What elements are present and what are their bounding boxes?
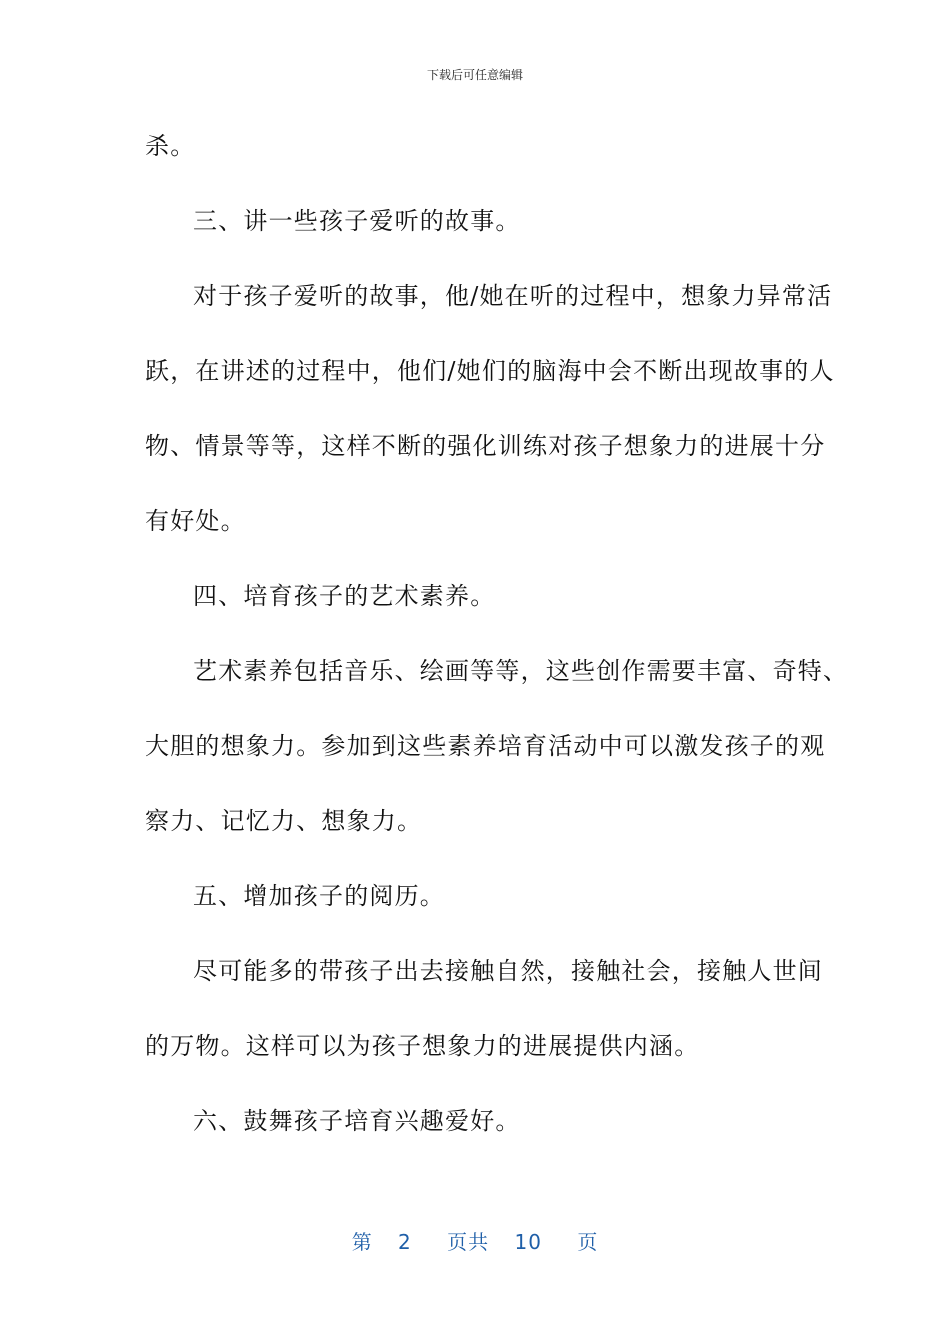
paragraph-line: 的万物。这样可以为孩子想象力的进展提供内涵。 [145, 1032, 700, 1060]
footer-prefix: 第 [351, 1230, 373, 1254]
document-body [145, 126, 849, 1176]
page-header: 下载后可任意编辑 [426, 68, 523, 82]
section-heading: 六、鼓舞孩子培育兴趣爱好。 [193, 1107, 521, 1135]
section-heading: 三、讲一些孩子爱听的故事。 [193, 207, 521, 235]
paragraph-line: 杀。 [145, 132, 196, 160]
section-heading: 五、增加孩子的阅历。 [193, 882, 445, 910]
paragraph-line: 察力、记忆力、想象力。 [145, 807, 423, 835]
footer-total-pages: 10 [514, 1230, 542, 1254]
page-footer [0, 1226, 950, 1255]
paragraph-line: 跃，在讲述的过程中，他们/她们的脑海中会不断出现故事的人 [145, 357, 835, 385]
paragraph-line: 尽可能多的带孩子出去接触自然，接触社会，接触人世间 [193, 957, 823, 985]
section-heading: 四、培育孩子的艺术素养。 [193, 582, 496, 610]
paragraph-line: 有好处。 [145, 507, 246, 535]
footer-suffix: 页 [577, 1230, 599, 1254]
paragraph-line: 物、情景等等，这样不断的强化训练对孩子想象力的进展十分 [145, 432, 826, 460]
paragraph-line: 大胆的想象力。参加到这些素养培育活动中可以激发孩子的观 [145, 732, 826, 760]
footer-current-page: 2 [398, 1230, 412, 1254]
paragraph-line: 艺术素养包括音乐、绘画等等，这些创作需要丰富、奇特、 [193, 657, 849, 685]
paragraph-line: 对于孩子爱听的故事，他/她在听的过程中，想象力异常活 [193, 282, 833, 310]
footer-middle: 页共 [447, 1230, 490, 1254]
